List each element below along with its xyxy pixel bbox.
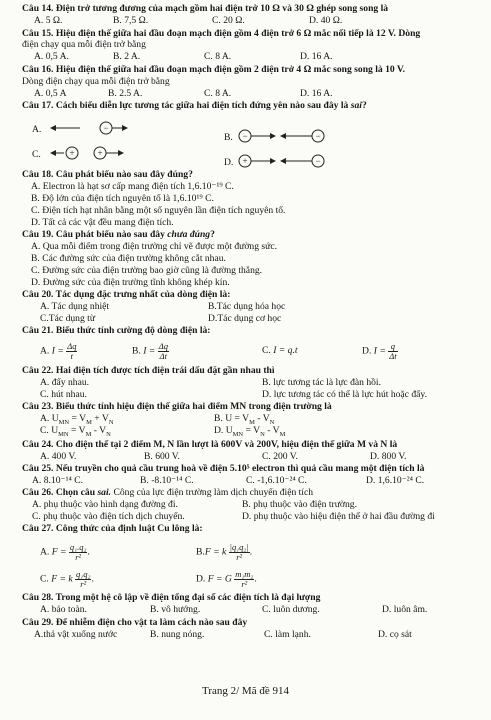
q15-stem-cont: điện chạy qua mỗi điện trở bằng xyxy=(22,39,146,50)
q16-stem: Câu 16. Hiệu điện thế giữa hai đầu đoạn mạch điện gồm 2 điện trở 4 Ω mắc song song là 10 V. xyxy=(22,64,406,75)
q26-option-c[interactable]: C. phụ thuộc vào điện tích dịch chuyển. xyxy=(32,511,185,522)
q17-option-a[interactable]: A. xyxy=(32,124,42,135)
q19-option-d[interactable]: D. Đường sức của điện trường tĩnh không khép kín. xyxy=(31,277,230,288)
q29-option-d[interactable]: D. cọ sát xyxy=(378,629,412,640)
q26-stem: Câu 26. Chọn câu sai. Công của lực điện trường làm dịch chuyển điện tích xyxy=(22,487,314,498)
q29-option-c[interactable]: C. làm lạnh. xyxy=(264,629,311,640)
q28-option-a[interactable]: A. bảo toàn. xyxy=(40,604,87,615)
q20-option-c[interactable]: C.Tác dụng từ xyxy=(40,313,96,324)
q29-option-a[interactable]: A.thả vật xuống nước xyxy=(34,629,118,640)
q26-option-d[interactable]: D. phụ thuộc vào hiệu điện thế ở hai đầu đường đi xyxy=(242,511,435,522)
q29-option-b[interactable]: B. nung nóng. xyxy=(150,629,205,640)
q28-option-d[interactable]: D. luôn âm. xyxy=(382,604,428,615)
q17-a-diagram xyxy=(50,120,130,136)
q27-stem: Câu 27. Công thức của định luật Cu lông là: xyxy=(22,523,203,534)
q28-option-c[interactable]: C. luôn dương. xyxy=(262,604,320,615)
q14-option-b[interactable]: B. 7,5 Ω. xyxy=(113,15,149,26)
q17-b-diagram xyxy=(238,128,328,144)
q26-option-b[interactable]: B. phụ thuộc vào điện trường. xyxy=(242,499,357,510)
q25-option-a[interactable]: A. 8.10⁻¹⁴ C. xyxy=(32,475,83,486)
q18-option-a[interactable]: A. Electron là hạt sơ cấp mang điện tích 1,6.10⁻¹⁹ C. xyxy=(31,181,234,192)
q23-option-d[interactable]: D. $U_{MN} = V_N - V_M$ xyxy=(214,425,286,438)
q15-option-c[interactable]: C. 8 A. xyxy=(204,51,232,62)
q26-option-a[interactable]: A. phụ thuộc vào hình dạng đường đi. xyxy=(32,499,178,510)
q17-stem: Câu 17. Cách biểu diễn lực tương tác giữa hai điện tích đứng yên nào sau đây là sai? xyxy=(22,100,367,111)
q25-stem: Câu 25. Nếu truyền cho quả cầu trung hoà về điện 5.10⁵ electron thì quả cầu mang một điện tích là xyxy=(22,463,425,474)
q19-option-a[interactable]: A. Qua mỗi điểm trong điện trường chỉ vẽ được một đường sức. xyxy=(31,241,277,252)
q22-stem: Câu 22. Hai điện tích được tích điện trái dấu đặt gần nhau thì xyxy=(22,365,275,376)
q21-option-c[interactable]: C. I = q.t xyxy=(262,345,298,356)
plus-sign: + xyxy=(97,148,103,158)
q24-option-d[interactable]: D. 800 V. xyxy=(370,451,407,462)
q24-option-c[interactable]: C. 200 V. xyxy=(262,451,298,462)
q22-option-b[interactable]: B. lực tương tác là lực đàn hồi. xyxy=(262,377,381,388)
q21-stem: Câu 21. Biểu thức tính cường độ dòng điện là: xyxy=(22,325,211,336)
q14-stem: Câu 14. Điện trở tương đương của mạch gồm hai điện trở 10 Ω và 30 Ω ghép song song là xyxy=(22,3,389,14)
plus-sign: + xyxy=(69,148,75,158)
q15-option-a[interactable]: A. 0,5 A. xyxy=(34,51,69,62)
q23-stem: Câu 23. Biểu thức tính hiệu điện thế giữa hai điểm MN trong điện trường là xyxy=(22,401,332,412)
q23-option-a[interactable]: A. $U_{MN} = V_M + V_N$ xyxy=(40,413,114,426)
q18-stem: Câu 18. Câu phát biểu nào sau đây đúng? xyxy=(22,169,193,180)
q24-stem: Câu 24. Cho điện thế tại 2 điểm M, N lần lượt là 600V và 200V, hiệu điện thế giữa M và N là xyxy=(22,439,398,450)
q25-option-c[interactable]: C. -1,6.10⁻²⁴ C. xyxy=(246,475,307,486)
q16-option-c[interactable]: C. 8 A. xyxy=(204,88,232,99)
q27-option-d[interactable]: D. F = G $\frac{\text{m₁m₂}}{\text{r²}}$ . xyxy=(196,569,257,589)
q28-option-b[interactable]: B. vô hướng. xyxy=(150,604,201,615)
q22-option-d[interactable]: D. lực tương tác có thể là lực hút hoặc đẩy. xyxy=(262,389,427,400)
q14-option-a[interactable]: A. 5 Ω. xyxy=(34,15,63,26)
minus-sign: − xyxy=(103,123,109,133)
q14-option-c[interactable]: C. 20 Ω. xyxy=(212,15,245,26)
q29-stem: Câu 29. Để nhiễm điện cho vật ta làm cách nào sau đây xyxy=(22,617,248,628)
q24-option-b[interactable]: B. 600 V. xyxy=(144,451,180,462)
q19-option-b[interactable]: B. Các đường sức của điện trường không cắt nhau. xyxy=(31,253,226,264)
q27-option-a[interactable]: A. F = $\frac{\text{q₁.q₂}}{\text{r²}}$ . xyxy=(40,542,90,562)
q23-option-c[interactable]: C. $U_{MN} = V_M - V_N$ xyxy=(40,425,111,438)
q17-c-diagram xyxy=(50,145,140,161)
q22-option-a[interactable]: A. đẩy nhau. xyxy=(40,377,90,388)
q21-option-d[interactable]: D. I = $\frac{q}{\Delta t}$ xyxy=(362,341,397,361)
q18-option-c[interactable]: C. Điện tích hạt nhân bằng một số nguyên lần điện tích nguyên tố. xyxy=(31,205,286,216)
minus-sign: − xyxy=(242,131,248,141)
q18-option-b[interactable]: B. Độ lớn của điện tích nguyên tố là 1,6.10¹⁹ C. xyxy=(31,193,214,204)
q20-stem: Câu 20. Tác dụng đặc trưng nhất của dòng điện là: xyxy=(22,289,231,300)
q21-option-a[interactable]: A. I = $\frac{\Delta q}{t}$ xyxy=(40,341,77,361)
q14-option-d[interactable]: D. 40 Ω. xyxy=(309,15,343,26)
q17-option-b[interactable]: B. xyxy=(224,132,233,143)
q17-d-diagram xyxy=(238,153,328,169)
q25-option-b[interactable]: B. -8.10⁻¹⁴ C. xyxy=(140,475,194,486)
q24-option-a[interactable]: A. 400 V. xyxy=(40,451,77,462)
q23-option-b[interactable]: B. $U = V_M - V_N$ xyxy=(214,413,275,426)
page-footer: Trang 2/ Mã đề 914 xyxy=(202,685,289,697)
q16-option-b[interactable]: B. 2.5 A. xyxy=(108,88,143,99)
q27-option-b[interactable]: B.F = k $\frac{\text{|q₁q₂|}}{\text{r²}}$ . xyxy=(196,542,253,562)
q19-stem: Câu 19. Câu phát biểu nào sau đây chưa đúng? xyxy=(22,229,215,240)
q18-option-d[interactable]: D. Tất cả các vật đều mang điện tích. xyxy=(31,217,174,228)
q20-option-a[interactable]: A. Tác dụng nhiệt xyxy=(40,301,110,312)
q21-option-b[interactable]: B. I = $\frac{\Delta q}{\Delta t}$ xyxy=(132,341,168,361)
q20-option-b[interactable]: B.Tác dụng hóa học xyxy=(208,301,286,312)
q28-stem: Câu 28. Trong một hệ cô lập về điện tổng đại số các điện tích là đại lượng xyxy=(22,592,321,603)
q15-option-b[interactable]: B. 2 A. xyxy=(113,51,141,62)
plus-sign: + xyxy=(242,156,248,166)
minus-sign: − xyxy=(315,131,321,141)
q20-option-d[interactable]: D.Tác dụng cơ học xyxy=(208,313,282,324)
minus-sign: − xyxy=(315,156,321,166)
q17-option-c[interactable]: C. xyxy=(32,149,41,160)
q19-option-c[interactable]: C. Đường sức của điện trường bao giờ cũng là đường thẳng. xyxy=(31,265,263,276)
q27-option-c[interactable]: C. F = k $\frac{\text{q₁q₂}}{\text{r²}}$ . xyxy=(40,569,94,589)
q16-option-d[interactable]: D. 16 A. xyxy=(300,88,333,99)
q15-option-d[interactable]: D. 16 A. xyxy=(300,51,333,62)
q25-option-d[interactable]: D. 1,6.10⁻²⁴ C. xyxy=(366,475,425,486)
q17-option-d[interactable]: D. xyxy=(224,157,234,168)
q16-option-a[interactable]: A. 0,5 A xyxy=(34,88,67,99)
q15-stem: Câu 15. Hiệu điện thế giữa hai đầu đoạn mạch điện gồm 4 điện trở 6 Ω mắc nối tiếp là 12 V. Dòng xyxy=(22,28,421,39)
q16-stem-cont: Dòng điện chạy qua mỗi điện trở bằng xyxy=(22,76,170,87)
q22-option-c[interactable]: C. hút nhau. xyxy=(40,389,87,400)
